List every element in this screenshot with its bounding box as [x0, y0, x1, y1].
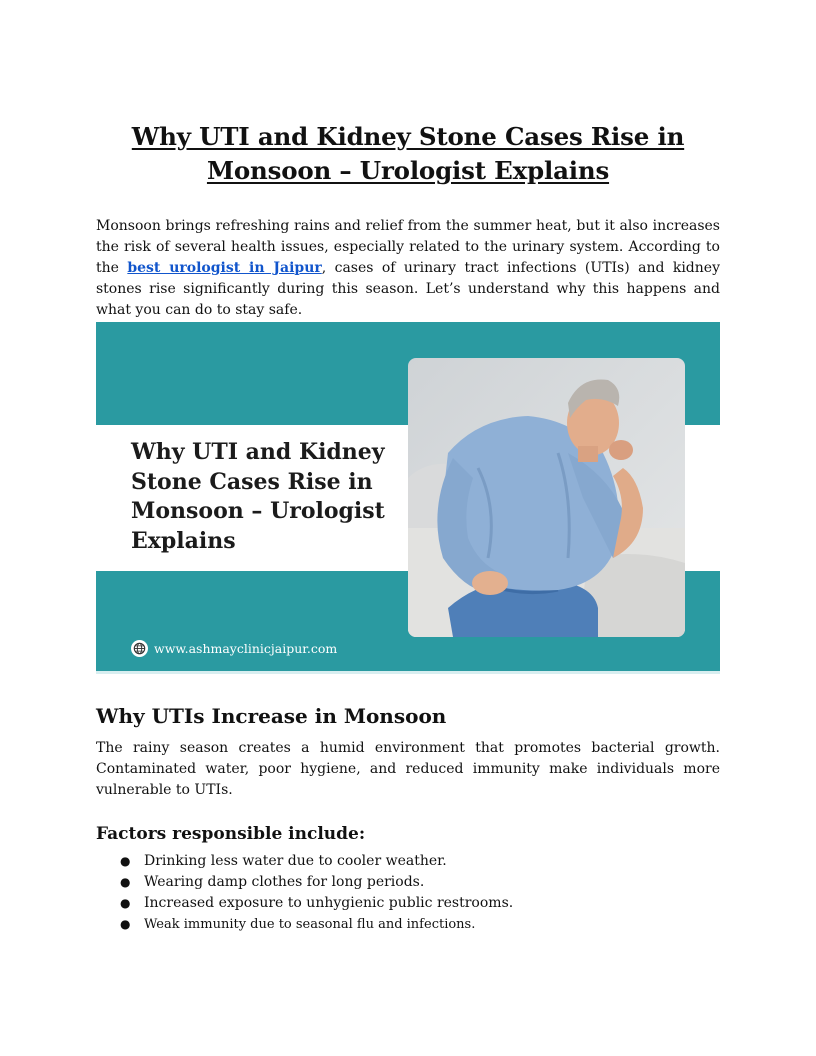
factors-list: [96, 851, 720, 935]
bullet-icon: ●: [120, 854, 131, 868]
intro-text-end: , cases of urinary tract infections (UTIs) and kidney stones rise significantly during this season. Let’s understand why this happens and what you can do to stay safe.: [96, 260, 720, 318]
list-item-text: Drinking less water due to cooler weather.: [144, 853, 447, 869]
list-item-text: Wearing damp clothes for long periods.: [144, 874, 425, 890]
list-item: [96, 872, 720, 893]
title-line-2: Monsoon – Urologist Explains: [206, 156, 610, 185]
bullet-icon: ●: [120, 875, 131, 889]
list-item: [96, 914, 720, 935]
section-paragraph: The rainy season creates a humid environment that promotes bacterial growth. Contaminated water, poor hygiene, and reduced immunity make individuals more vulnerable to UTIs.: [96, 740, 720, 798]
banner-title: [131, 438, 401, 556]
website-address: [131, 638, 337, 658]
website-url-text: www.ashmayclinicjaipur.com: [154, 640, 338, 656]
bullet-icon: ●: [120, 917, 131, 931]
globe-icon: [131, 640, 148, 657]
article-banner-image: [96, 322, 720, 674]
title-line-1: Why UTI and Kidney Stone Cases Rise in: [131, 122, 685, 151]
bullet-icon: ●: [120, 896, 131, 910]
list-item-text: Increased exposure to unhygienic public restrooms.: [144, 895, 514, 911]
banner-title-line: Explains: [131, 527, 236, 554]
back-pain-photo: [408, 358, 685, 637]
banner-title-line: Monsoon – Urologist: [131, 498, 385, 524]
best-urologist-link[interactable]: best urologist in Jaipur: [127, 260, 322, 276]
section-heading: Why UTIs Increase in Monsoon: [96, 704, 447, 728]
banner-title-line: Why UTI and Kidney: [131, 439, 385, 465]
intro-text-start: Monsoon brings refreshing rains and relief from the summer heat, but it also increases the risk of several health issues, especially related to the urinary system. According to the: [96, 218, 720, 276]
list-item-text: Weak immunity due to seasonal flu and infections.: [144, 917, 476, 932]
list-item: [96, 893, 720, 914]
banner-title-line: Stone Cases Rise in: [131, 468, 373, 495]
factors-subheading: Factors responsible include:: [96, 824, 366, 844]
intro-paragraph: [96, 216, 720, 321]
banner-divider: [96, 671, 720, 674]
document-title: [96, 120, 720, 188]
list-item: [96, 851, 720, 872]
